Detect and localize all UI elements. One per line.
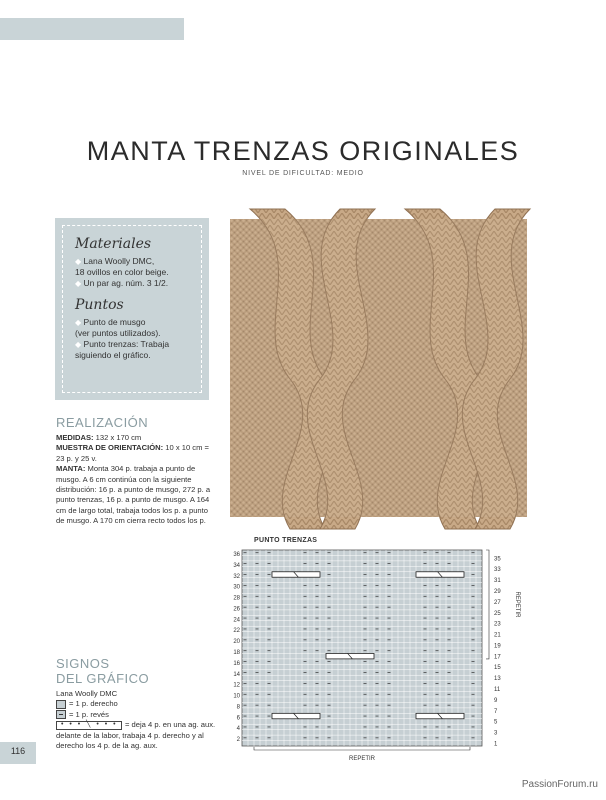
chart-row-label-left: 34 bbox=[233, 562, 240, 569]
puntos-item: ◆ Punto de musgo bbox=[75, 317, 146, 327]
chart-row-label-left: 18 bbox=[233, 649, 240, 656]
difficulty-level: NIVEL DE DIFICULTAD: MEDIO bbox=[242, 170, 364, 177]
chart-row-label-right: 3 bbox=[494, 730, 498, 737]
materials-item: 18 ovillos en color beige. bbox=[75, 267, 169, 277]
chart-row-label-left: 6 bbox=[236, 715, 240, 722]
chart-row-label-left: 28 bbox=[233, 595, 240, 602]
chart-row-label-right: 19 bbox=[494, 643, 501, 650]
chart-row-label-left: 20 bbox=[233, 639, 240, 646]
chart-row-label-right: 7 bbox=[494, 708, 498, 715]
chart-title: PUNTO TRENZAS bbox=[254, 537, 318, 544]
diamond-bullet-icon: ◆ bbox=[75, 318, 82, 327]
knit-stitch-icon bbox=[56, 700, 66, 709]
chart-row-label-left: 16 bbox=[233, 660, 240, 667]
muestra-line: MUESTRA DE ORIENTACIÓN: 10 x 10 cm = 23 p. y 25 v. bbox=[56, 443, 209, 463]
puntos-item: (ver puntos utilizados). bbox=[75, 328, 161, 338]
watermark: PassionForum.ru bbox=[521, 779, 598, 790]
chart-row-label-right: 33 bbox=[494, 567, 501, 574]
diamond-bullet-icon: ◆ bbox=[75, 340, 82, 349]
materials-item: ◆ Un par ag. núm. 3 1/2. bbox=[75, 278, 169, 288]
materials-dashed-frame bbox=[62, 225, 202, 393]
chart-row-label-right: 15 bbox=[494, 665, 501, 672]
chart-row-label-left: 8 bbox=[236, 704, 240, 711]
chart-row-label-right: 25 bbox=[494, 610, 501, 617]
chart-row-label-left: 2 bbox=[236, 737, 240, 744]
chart-row-label-right: 9 bbox=[494, 697, 498, 704]
knit-cable-illustration bbox=[230, 219, 527, 517]
page-title: MANTA TRENZAS ORIGINALES bbox=[86, 136, 520, 166]
chart-row-label-right: 31 bbox=[494, 578, 501, 585]
page-number: 116 bbox=[10, 746, 26, 756]
cable-chart bbox=[228, 546, 520, 768]
chart-row-label-left: 10 bbox=[233, 693, 240, 700]
chart-row-label-right: 1 bbox=[494, 741, 498, 748]
chart-row-label-right: 5 bbox=[494, 719, 498, 726]
cable-chart-svg bbox=[228, 546, 520, 768]
materials-heading: Materiales bbox=[75, 236, 152, 252]
top-color-bar bbox=[0, 18, 184, 40]
chart-repeat-bracket-bottom bbox=[254, 747, 470, 750]
chart-repeat-bracket-right bbox=[486, 550, 489, 659]
chart-row-label-left: 36 bbox=[233, 551, 240, 558]
chart-row-label-right: 23 bbox=[494, 621, 501, 628]
chart-legend bbox=[56, 689, 216, 751]
legend-cable: • • • ╲ • • • = deja 4 p. en una ag. aux. delante de la labor, trabaja 4 p. derecho y al derecho los 4 p. de la ag. aux. bbox=[56, 720, 216, 751]
diamond-bullet-icon: ◆ bbox=[75, 257, 82, 266]
realizacion-heading: REALIZACIÓN bbox=[56, 415, 149, 430]
materials-item: ◆ Lana Woolly DMC, bbox=[75, 256, 155, 266]
chart-row-label-right: 29 bbox=[494, 589, 501, 596]
legend-derecho: = 1 p. derecho bbox=[56, 699, 216, 709]
materials-box bbox=[55, 218, 209, 400]
chart-row-label-right: 11 bbox=[494, 687, 501, 694]
chart-row-label-left: 4 bbox=[236, 726, 240, 733]
chart-row-label-left: 32 bbox=[233, 573, 240, 580]
chart-repeat-label-bottom: REPETIR bbox=[348, 756, 376, 762]
puntos-item: siguiendo el gráfico. bbox=[75, 350, 151, 360]
legend-reves: = 1 p. revés bbox=[56, 710, 216, 720]
chart-row-label-right: 17 bbox=[494, 654, 501, 661]
chart-row-label-right: 21 bbox=[494, 632, 501, 639]
chart-repeat-label-right: REPETIR bbox=[514, 591, 520, 618]
signos-heading: SIGNOS DEL GRÁFICO bbox=[56, 656, 150, 686]
cable-stitch-icon: • • • ╲ • • • bbox=[56, 721, 122, 730]
chart-row-label-left: 30 bbox=[233, 584, 240, 591]
knit-cable-photo bbox=[230, 219, 527, 517]
chart-row-label-left: 22 bbox=[233, 628, 240, 635]
puntos-item: ◆ Punto trenzas: Trabaja bbox=[75, 339, 170, 349]
manta-line: MANTA: Monta 304 p. trabaja a punto de musgo. A 6 cm continúa con la siguiente distribución: 16 p. a punto de musgo, 272 p. a punto trenzas, 16 p. a punto de musgo. A 164 cm de largo total, trabaja todos los p. a punto de musgo. A 170 cm cierra recto todos los p. bbox=[56, 464, 211, 526]
chart-row-label-left: 26 bbox=[233, 606, 240, 613]
medidas-line: MEDIDAS: 132 x 170 cm bbox=[56, 433, 142, 442]
chart-row-label-left: 12 bbox=[233, 682, 240, 689]
chart-row-label-right: 13 bbox=[494, 676, 501, 683]
legend-yarn: Lana Woolly DMC bbox=[56, 689, 118, 698]
chart-row-label-right: 27 bbox=[494, 599, 501, 606]
purl-stitch-icon bbox=[56, 710, 66, 719]
chart-row-label-right: 35 bbox=[494, 556, 501, 563]
puntos-heading: Puntos bbox=[75, 297, 124, 313]
realizacion-body bbox=[56, 433, 216, 527]
diamond-bullet-icon: ◆ bbox=[75, 279, 82, 288]
chart-row-label-left: 24 bbox=[233, 617, 240, 624]
chart-row-label-left: 14 bbox=[233, 671, 240, 678]
